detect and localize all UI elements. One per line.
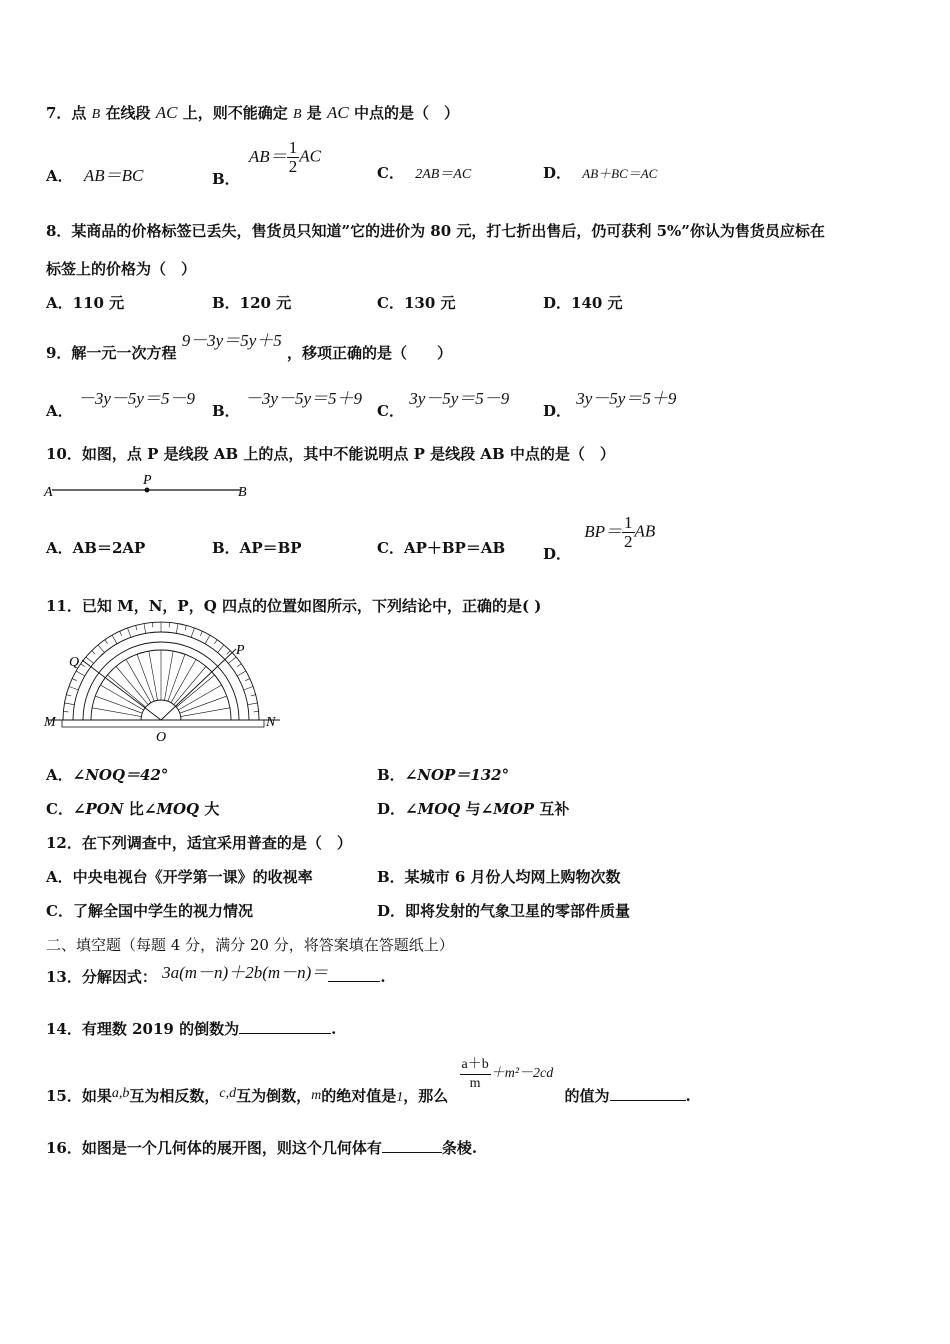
q11-option-a (46, 764, 168, 785)
q15-stem-text: 15．如果 (46, 1086, 112, 1105)
q12-option-b: B．某城市 6 月份人均网上购物次数 (377, 868, 621, 886)
protractor-tick (105, 640, 108, 644)
protractor-tick (248, 703, 258, 705)
protractor-tick (245, 679, 250, 681)
fraction-numerator: 1 (624, 513, 633, 532)
protractor-tick (205, 635, 210, 644)
q11-option-c (46, 798, 219, 819)
q15-stem (46, 1052, 691, 1105)
q7-option-a (46, 161, 143, 186)
q9-option-d (543, 384, 677, 420)
protractor-tick (185, 625, 186, 630)
q13-stem (46, 962, 386, 987)
q10-option-d (543, 513, 656, 563)
label-o: O (156, 730, 167, 745)
q11-option-d-text: 与 (460, 800, 481, 818)
q11-option-d-text: 互补 (534, 800, 570, 818)
q9-option-d-math: 3y－5y＝5＋9 (576, 389, 677, 408)
q12-option-d: D．即将发射的气象卫星的零部件质量 (377, 902, 631, 920)
label-n: N (266, 715, 276, 730)
q8-stem-line2: 标签上的价格为（ ） (46, 260, 197, 278)
q7-option-b-math: AC (299, 146, 321, 166)
option-label: D． (543, 164, 572, 182)
q11-option-d (377, 798, 569, 819)
q9-option-c (377, 384, 510, 420)
q10-option-d-math: BP＝ (584, 521, 623, 541)
label-q: Q (69, 655, 80, 670)
q10-option-c: C．AP＋BP＝AB (377, 539, 506, 557)
protractor-tick (72, 679, 77, 681)
option-label: B． (377, 766, 405, 784)
label-p: P (143, 473, 152, 488)
q15-stem-text: . (685, 1086, 691, 1105)
q13-answer-blank (328, 980, 380, 982)
q7-math-b: B (91, 107, 101, 122)
protractor-tick (237, 664, 241, 667)
fraction-numerator: 1 (288, 138, 298, 157)
protractor-tick (227, 651, 231, 655)
label-a: A (44, 485, 53, 500)
q10-option-d-math: AB (634, 521, 656, 541)
fraction-denominator: 2 (288, 157, 298, 176)
q10-option-a: A．AB＝2AP (46, 539, 146, 557)
q11-option-c-text: 大 (199, 800, 220, 818)
protractor-tick (136, 625, 137, 630)
protractor-ray (149, 651, 158, 700)
q9-option-c-math: 3y－5y＝5－9 (409, 389, 510, 408)
protractor-base-strip (62, 720, 264, 727)
q10-segment-figure (40, 470, 260, 504)
fraction-denominator: m (469, 1076, 481, 1091)
protractor-tick (112, 635, 117, 644)
q12-option-c: C．了解全国中学生的视力情况 (46, 902, 253, 920)
q15-stem-text: 互为相反数， (129, 1086, 220, 1105)
q15-stem-text: ，那么 (403, 1086, 449, 1105)
label-m: M (44, 715, 56, 730)
q8-option-a: A．110 元 (46, 294, 125, 312)
q7-stem-text: 7．点 (46, 104, 87, 122)
q7-math-ac: AC (326, 103, 349, 122)
q11-protractor-figure (40, 620, 290, 745)
option-label: C． (377, 164, 404, 182)
q9-option-b (212, 384, 363, 420)
q7-option-c (377, 162, 471, 183)
q11-option-a-text: ∠NOQ＝42° (72, 766, 169, 784)
q15-answer-blank (610, 1099, 686, 1101)
q10-option-d-fraction (622, 514, 635, 551)
q11-option-c-text: 比 (123, 800, 144, 818)
protractor-tick (81, 664, 85, 667)
option-label: B． (212, 402, 240, 420)
option-label: A． (46, 402, 73, 420)
option-label: A． (46, 766, 73, 784)
q10-option-b: B．AP＝BP (212, 539, 302, 557)
q15-stem-text: 的绝对值是 (321, 1086, 397, 1105)
q9-option-a (46, 384, 195, 420)
protractor-ray (181, 708, 230, 717)
ray-oq (82, 660, 161, 720)
q13-stem-text: . (380, 968, 386, 986)
q7-math-ac: AC (155, 103, 178, 122)
q7-option-b-fraction (287, 139, 300, 176)
protractor-tick (200, 631, 202, 636)
q14-answer-blank (239, 1032, 331, 1034)
q16-stem-text: 条棱. (441, 1139, 478, 1157)
q16-stem (46, 1137, 477, 1158)
fraction-denominator: 2 (624, 532, 633, 551)
q9-stem-text: ，移项正确的是（ ） (287, 344, 453, 362)
q7-option-d-math: AB＋BC＝AC (582, 166, 658, 181)
protractor-tick (251, 695, 256, 696)
option-label: D． (377, 800, 406, 818)
protractor-ray (100, 685, 143, 710)
option-label: C． (377, 402, 404, 420)
q11-option-b (377, 764, 509, 785)
q13-expression: 3a(m－n)＋2b(m－n)＝ (162, 963, 329, 982)
protractor-tick (218, 645, 224, 653)
q15-math-cd: c,d (219, 1085, 237, 1101)
option-label: A． (46, 167, 73, 185)
option-label: D． (543, 544, 572, 563)
q14-stem-text: 14．有理数 2019 的倒数为 (46, 1020, 240, 1038)
q15-expression: ＋m²－2cd (490, 1065, 554, 1081)
q10-stem: 10．如图，点 P 是线段 AB 上的点，其中不能说明点 P 是线段 AB 中点的是（ ） (46, 445, 615, 463)
fraction-numerator: a＋b (460, 1056, 491, 1075)
protractor-tick (244, 686, 253, 689)
q7-option-c-math: 2AB＝AC (415, 167, 472, 182)
q15-stem-text: 的值为 (564, 1086, 610, 1105)
protractor-tick (120, 631, 122, 636)
protractor-ray (92, 708, 141, 717)
q15-math-ab: a,b (111, 1085, 130, 1101)
q15-math-m: m (311, 1087, 322, 1103)
protractor-tick (76, 671, 85, 676)
protractor-tick (176, 623, 178, 633)
q9-option-a-math: －3y－5y＝5－9 (77, 389, 195, 408)
option-label: C． (46, 800, 73, 818)
q7-stem-text: 是 (306, 104, 322, 122)
q15-math-one: 1 (396, 1089, 404, 1105)
q14-stem (46, 1018, 336, 1039)
q9-option-b-math: －3y－5y＝5＋9 (244, 389, 363, 408)
protractor-tick (237, 671, 246, 676)
q13-stem-text: 13．分解因式： (46, 968, 157, 986)
option-label: D． (543, 402, 572, 420)
option-label: B． (212, 169, 240, 188)
q9-stem (46, 331, 453, 363)
q15-fraction (460, 1056, 491, 1093)
q7-option-b (212, 138, 321, 188)
protractor-tick (228, 657, 236, 663)
protractor-tick (66, 695, 71, 696)
q7-math-b: B (292, 107, 302, 122)
q11-option-d-angle: ∠MOQ (405, 800, 461, 818)
q8-option-b: B．120 元 (212, 294, 292, 312)
q9-stem-text: 9．解一元一次方程 (46, 344, 177, 362)
q16-stem-text: 16．如图是一个几何体的展开图，则这个几何体有 (46, 1139, 382, 1157)
q14-stem-text: . (331, 1020, 337, 1038)
q9-equation: 9－3y＝5y＋5 (181, 331, 282, 350)
q7-option-d (543, 162, 657, 183)
q11-stem: 11．已知 M，N，P，Q 四点的位置如图所示，下列结论中，正确的是( ) (46, 597, 542, 615)
protractor-tick (127, 628, 130, 637)
protractor-tick (214, 640, 217, 644)
protractor-tick (64, 703, 74, 705)
protractor-ray (171, 659, 196, 702)
q11-option-c-angle: ∠MOQ (143, 800, 200, 818)
protractor-tick (69, 686, 78, 689)
section-2-heading: 二、填空题（每题 4 分，满分 20 分，将答案填在答题纸上） (46, 936, 454, 954)
q12-stem: 12．在下列调查中，适宜采用普查的是（ ） (46, 834, 352, 852)
q11-option-b-text: ∠NOP＝132° (404, 766, 510, 784)
q8-option-d: D．140 元 (543, 294, 623, 312)
q7-option-a-math: AB＝BC (83, 166, 144, 185)
ray-op (161, 649, 236, 720)
protractor-tick (191, 628, 194, 637)
q11-option-c-angle: ∠PON (72, 800, 124, 818)
q16-answer-blank (382, 1151, 442, 1153)
q7-option-b-math: AB＝ (248, 146, 287, 166)
protractor-tick (98, 645, 104, 653)
q7-stem-text: 中点的是（ ） (353, 104, 459, 122)
q12-option-a: A．中央电视台《开学第一课》的收视率 (46, 868, 313, 886)
protractor-ray (164, 651, 173, 700)
q7-stem-text: 在线段 (105, 104, 151, 122)
q7-stem (46, 102, 459, 123)
q11-option-d-angle: ∠MOP (480, 800, 535, 818)
q15-stem-text: 互为倒数， (236, 1086, 312, 1105)
protractor-tick (92, 651, 96, 655)
q8-option-c: C．130 元 (377, 294, 456, 312)
protractor-tick (86, 657, 94, 663)
q7-stem-text: 上，则不能确定 (182, 104, 288, 122)
label-b: B (238, 485, 247, 500)
protractor-tick (144, 623, 146, 633)
q8-stem-line1: 8．某商品的价格标签已丢失，售货员只知道”它的进价为 80 元，打七折出售后，仍可获利 5%”你认为售货员应标在 (46, 222, 825, 240)
point-p (145, 488, 150, 493)
label-p: P (236, 643, 245, 658)
